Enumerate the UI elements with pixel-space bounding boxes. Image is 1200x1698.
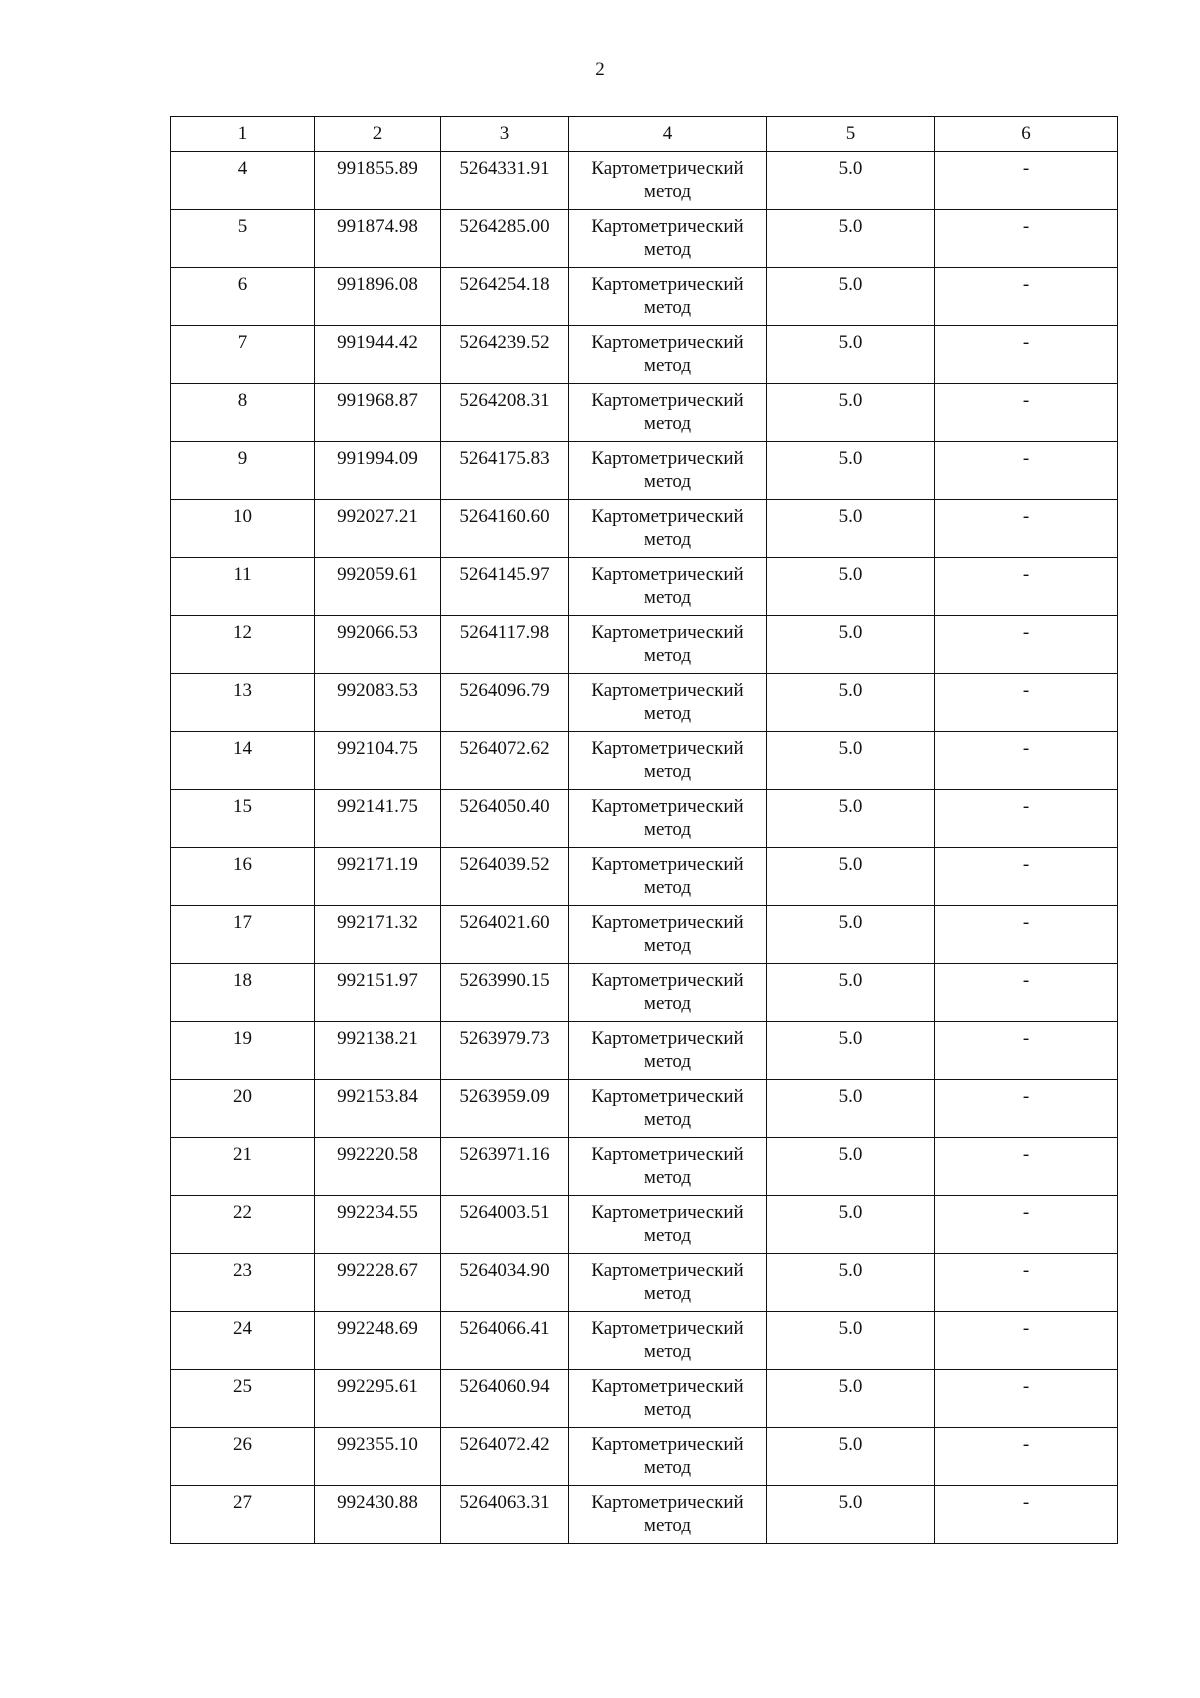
accuracy-cell: 5.0 xyxy=(767,326,935,384)
x-coordinate-cell: 992151.97 xyxy=(315,964,441,1022)
method-line-2: метод xyxy=(643,1225,692,1246)
point-number-cell: 12 xyxy=(171,616,315,674)
point-number-cell: 24 xyxy=(171,1312,315,1370)
method-line-1: Картометрический xyxy=(591,622,744,643)
table-row xyxy=(171,1486,1118,1544)
point-number-cell: 14 xyxy=(171,732,315,790)
method-line-1: Картометрический xyxy=(591,390,744,411)
method-cell xyxy=(569,1428,767,1486)
method-line-1: Картометрический xyxy=(591,1376,744,1397)
method-line-1: Картометрический xyxy=(591,796,744,817)
accuracy-cell: 5.0 xyxy=(767,732,935,790)
method-cell xyxy=(569,1196,767,1254)
note-cell: - xyxy=(935,152,1118,210)
table-row xyxy=(171,1312,1118,1370)
method-cell xyxy=(569,210,767,268)
accuracy-cell: 5.0 xyxy=(767,268,935,326)
method-cell xyxy=(569,616,767,674)
note-cell: - xyxy=(935,848,1118,906)
x-coordinate-cell: 992066.53 xyxy=(315,616,441,674)
table-row xyxy=(171,906,1118,964)
method-cell xyxy=(569,848,767,906)
method-line-1: Картометрический xyxy=(591,738,744,759)
y-coordinate-cell: 5264331.91 xyxy=(441,152,569,210)
x-coordinate-cell: 992220.58 xyxy=(315,1138,441,1196)
x-coordinate-cell: 992138.21 xyxy=(315,1022,441,1080)
y-coordinate-cell: 5264060.94 xyxy=(441,1370,569,1428)
note-cell: - xyxy=(935,500,1118,558)
method-line-1: Картометрический xyxy=(591,680,744,701)
note-cell: - xyxy=(935,1254,1118,1312)
method-line-1: Картометрический xyxy=(591,564,744,585)
point-number-cell: 20 xyxy=(171,1080,315,1138)
y-coordinate-cell: 5264160.60 xyxy=(441,500,569,558)
y-coordinate-cell: 5264072.42 xyxy=(441,1428,569,1486)
accuracy-cell: 5.0 xyxy=(767,964,935,1022)
table-row xyxy=(171,790,1118,848)
accuracy-cell: 5.0 xyxy=(767,1080,935,1138)
x-coordinate-cell: 992171.19 xyxy=(315,848,441,906)
table-row xyxy=(171,1138,1118,1196)
method-cell xyxy=(569,1138,767,1196)
accuracy-cell: 5.0 xyxy=(767,500,935,558)
point-number-cell: 19 xyxy=(171,1022,315,1080)
table-row xyxy=(171,326,1118,384)
note-cell: - xyxy=(935,732,1118,790)
accuracy-cell: 5.0 xyxy=(767,152,935,210)
y-coordinate-cell: 5264208.31 xyxy=(441,384,569,442)
method-line-1: Картометрический xyxy=(591,970,744,991)
x-coordinate-cell: 992228.67 xyxy=(315,1254,441,1312)
method-line-2: метод xyxy=(643,877,692,898)
method-line-1: Картометрический xyxy=(591,1202,744,1223)
accuracy-cell: 5.0 xyxy=(767,1022,935,1080)
table-row xyxy=(171,384,1118,442)
note-cell: - xyxy=(935,1080,1118,1138)
method-cell xyxy=(569,790,767,848)
method-line-2: метод xyxy=(643,587,692,608)
page-number: 2 xyxy=(595,59,605,80)
accuracy-cell: 5.0 xyxy=(767,384,935,442)
table-body xyxy=(171,117,1118,1544)
header-cell-3: 3 xyxy=(441,117,569,152)
x-coordinate-cell: 992083.53 xyxy=(315,674,441,732)
header-cell-6: 6 xyxy=(935,117,1118,152)
point-number-cell: 27 xyxy=(171,1486,315,1544)
table-row xyxy=(171,442,1118,500)
point-number-cell: 8 xyxy=(171,384,315,442)
method-cell xyxy=(569,906,767,964)
method-line-2: метод xyxy=(643,819,692,840)
y-coordinate-cell: 5264063.31 xyxy=(441,1486,569,1544)
note-cell: - xyxy=(935,326,1118,384)
point-number-cell: 7 xyxy=(171,326,315,384)
table-row xyxy=(171,152,1118,210)
accuracy-cell: 5.0 xyxy=(767,674,935,732)
note-cell: - xyxy=(935,558,1118,616)
method-line-2: метод xyxy=(643,529,692,550)
method-line-1: Картометрический xyxy=(591,1086,744,1107)
point-number-cell: 18 xyxy=(171,964,315,1022)
method-line-1: Картометрический xyxy=(591,854,744,875)
point-number-cell: 16 xyxy=(171,848,315,906)
method-line-2: метод xyxy=(643,1457,692,1478)
table-row xyxy=(171,674,1118,732)
accuracy-cell: 5.0 xyxy=(767,1138,935,1196)
x-coordinate-cell: 992171.32 xyxy=(315,906,441,964)
method-line-1: Картометрический xyxy=(591,158,744,179)
method-line-2: метод xyxy=(643,239,692,260)
x-coordinate-cell: 991896.08 xyxy=(315,268,441,326)
y-coordinate-cell: 5263971.16 xyxy=(441,1138,569,1196)
header-cell-5: 5 xyxy=(767,117,935,152)
x-coordinate-cell: 992248.69 xyxy=(315,1312,441,1370)
method-line-2: метод xyxy=(643,1341,692,1362)
x-coordinate-cell: 992153.84 xyxy=(315,1080,441,1138)
coordinates-table xyxy=(170,116,1118,1544)
method-cell xyxy=(569,326,767,384)
point-number-cell: 10 xyxy=(171,500,315,558)
y-coordinate-cell: 5264072.62 xyxy=(441,732,569,790)
point-number-cell: 4 xyxy=(171,152,315,210)
method-cell xyxy=(569,268,767,326)
y-coordinate-cell: 5264117.98 xyxy=(441,616,569,674)
method-line-1: Картометрический xyxy=(591,1318,744,1339)
point-number-cell: 23 xyxy=(171,1254,315,1312)
table-row xyxy=(171,732,1118,790)
method-line-2: метод xyxy=(643,761,692,782)
y-coordinate-cell: 5264066.41 xyxy=(441,1312,569,1370)
x-coordinate-cell: 992027.21 xyxy=(315,500,441,558)
point-number-cell: 25 xyxy=(171,1370,315,1428)
method-line-2: метод xyxy=(643,1167,692,1188)
note-cell: - xyxy=(935,1428,1118,1486)
accuracy-cell: 5.0 xyxy=(767,1254,935,1312)
x-coordinate-cell: 992141.75 xyxy=(315,790,441,848)
method-cell xyxy=(569,1080,767,1138)
point-number-cell: 17 xyxy=(171,906,315,964)
method-line-1: Картометрический xyxy=(591,1492,744,1513)
method-line-2: метод xyxy=(643,1515,692,1536)
note-cell: - xyxy=(935,1196,1118,1254)
method-line-2: метод xyxy=(643,413,692,434)
method-cell xyxy=(569,442,767,500)
method-cell xyxy=(569,1254,767,1312)
table-row xyxy=(171,1428,1118,1486)
table-row xyxy=(171,964,1118,1022)
y-coordinate-cell: 5264096.79 xyxy=(441,674,569,732)
point-number-cell: 11 xyxy=(171,558,315,616)
table-header-row xyxy=(171,117,1118,152)
method-line-2: метод xyxy=(643,471,692,492)
y-coordinate-cell: 5264003.51 xyxy=(441,1196,569,1254)
method-cell xyxy=(569,1022,767,1080)
point-number-cell: 9 xyxy=(171,442,315,500)
point-number-cell: 6 xyxy=(171,268,315,326)
x-coordinate-cell: 991994.09 xyxy=(315,442,441,500)
method-line-1: Картометрический xyxy=(591,912,744,933)
accuracy-cell: 5.0 xyxy=(767,848,935,906)
accuracy-cell: 5.0 xyxy=(767,558,935,616)
point-number-cell: 13 xyxy=(171,674,315,732)
method-cell xyxy=(569,384,767,442)
point-number-cell: 21 xyxy=(171,1138,315,1196)
table-row xyxy=(171,848,1118,906)
x-coordinate-cell: 992234.55 xyxy=(315,1196,441,1254)
point-number-cell: 5 xyxy=(171,210,315,268)
y-coordinate-cell: 5264050.40 xyxy=(441,790,569,848)
accuracy-cell: 5.0 xyxy=(767,210,935,268)
note-cell: - xyxy=(935,1022,1118,1080)
table-row xyxy=(171,1022,1118,1080)
table-row xyxy=(171,500,1118,558)
method-line-1: Картометрический xyxy=(591,1434,744,1455)
accuracy-cell: 5.0 xyxy=(767,790,935,848)
method-line-1: Картометрический xyxy=(591,274,744,295)
point-number-cell: 22 xyxy=(171,1196,315,1254)
method-line-2: метод xyxy=(643,703,692,724)
y-coordinate-cell: 5263959.09 xyxy=(441,1080,569,1138)
table-row xyxy=(171,1196,1118,1254)
accuracy-cell: 5.0 xyxy=(767,1312,935,1370)
table-row xyxy=(171,1080,1118,1138)
x-coordinate-cell: 992104.75 xyxy=(315,732,441,790)
method-line-2: метод xyxy=(643,181,692,202)
note-cell: - xyxy=(935,964,1118,1022)
x-coordinate-cell: 991968.87 xyxy=(315,384,441,442)
method-line-2: метод xyxy=(643,1109,692,1130)
point-number-cell: 26 xyxy=(171,1428,315,1486)
x-coordinate-cell: 992295.61 xyxy=(315,1370,441,1428)
table-row xyxy=(171,1254,1118,1312)
method-cell xyxy=(569,732,767,790)
method-cell xyxy=(569,964,767,1022)
header-cell-4: 4 xyxy=(569,117,767,152)
method-line-1: Картометрический xyxy=(591,1144,744,1165)
method-line-2: метод xyxy=(643,1283,692,1304)
note-cell: - xyxy=(935,616,1118,674)
table-row xyxy=(171,210,1118,268)
note-cell: - xyxy=(935,790,1118,848)
note-cell: - xyxy=(935,1312,1118,1370)
y-coordinate-cell: 5264239.52 xyxy=(441,326,569,384)
x-coordinate-cell: 991855.89 xyxy=(315,152,441,210)
note-cell: - xyxy=(935,674,1118,732)
y-coordinate-cell: 5264021.60 xyxy=(441,906,569,964)
method-line-1: Картометрический xyxy=(591,506,744,527)
accuracy-cell: 5.0 xyxy=(767,906,935,964)
note-cell: - xyxy=(935,906,1118,964)
y-coordinate-cell: 5264254.18 xyxy=(441,268,569,326)
accuracy-cell: 5.0 xyxy=(767,1196,935,1254)
y-coordinate-cell: 5264034.90 xyxy=(441,1254,569,1312)
accuracy-cell: 5.0 xyxy=(767,1486,935,1544)
method-line-1: Картометрический xyxy=(591,448,744,469)
note-cell: - xyxy=(935,210,1118,268)
method-cell xyxy=(569,152,767,210)
y-coordinate-cell: 5264285.00 xyxy=(441,210,569,268)
table-row xyxy=(171,616,1118,674)
y-coordinate-cell: 5264039.52 xyxy=(441,848,569,906)
method-cell xyxy=(569,1370,767,1428)
x-coordinate-cell: 991944.42 xyxy=(315,326,441,384)
method-line-1: Картометрический xyxy=(591,216,744,237)
x-coordinate-cell: 992430.88 xyxy=(315,1486,441,1544)
method-cell xyxy=(569,674,767,732)
y-coordinate-cell: 5263990.15 xyxy=(441,964,569,1022)
method-line-2: метод xyxy=(643,297,692,318)
header-cell-1: 1 xyxy=(171,117,315,152)
table-row xyxy=(171,558,1118,616)
method-line-1: Картометрический xyxy=(591,332,744,353)
method-cell xyxy=(569,500,767,558)
method-line-2: метод xyxy=(643,645,692,666)
y-coordinate-cell: 5264145.97 xyxy=(441,558,569,616)
method-line-2: метод xyxy=(643,993,692,1014)
point-number-cell: 15 xyxy=(171,790,315,848)
method-line-1: Картометрический xyxy=(591,1260,744,1281)
accuracy-cell: 5.0 xyxy=(767,1428,935,1486)
note-cell: - xyxy=(935,1138,1118,1196)
y-coordinate-cell: 5264175.83 xyxy=(441,442,569,500)
note-cell: - xyxy=(935,1486,1118,1544)
method-line-2: метод xyxy=(643,1051,692,1072)
note-cell: - xyxy=(935,268,1118,326)
method-cell xyxy=(569,558,767,616)
method-line-1: Картометрический xyxy=(591,1028,744,1049)
method-cell xyxy=(569,1486,767,1544)
table-row xyxy=(171,268,1118,326)
method-line-2: метод xyxy=(643,355,692,376)
accuracy-cell: 5.0 xyxy=(767,616,935,674)
x-coordinate-cell: 992059.61 xyxy=(315,558,441,616)
note-cell: - xyxy=(935,1370,1118,1428)
method-cell xyxy=(569,1312,767,1370)
x-coordinate-cell: 991874.98 xyxy=(315,210,441,268)
accuracy-cell: 5.0 xyxy=(767,442,935,500)
note-cell: - xyxy=(935,384,1118,442)
table-row xyxy=(171,1370,1118,1428)
accuracy-cell: 5.0 xyxy=(767,1370,935,1428)
header-cell-2: 2 xyxy=(315,117,441,152)
x-coordinate-cell: 992355.10 xyxy=(315,1428,441,1486)
note-cell: - xyxy=(935,442,1118,500)
method-line-2: метод xyxy=(643,1399,692,1420)
y-coordinate-cell: 5263979.73 xyxy=(441,1022,569,1080)
method-line-2: метод xyxy=(643,935,692,956)
